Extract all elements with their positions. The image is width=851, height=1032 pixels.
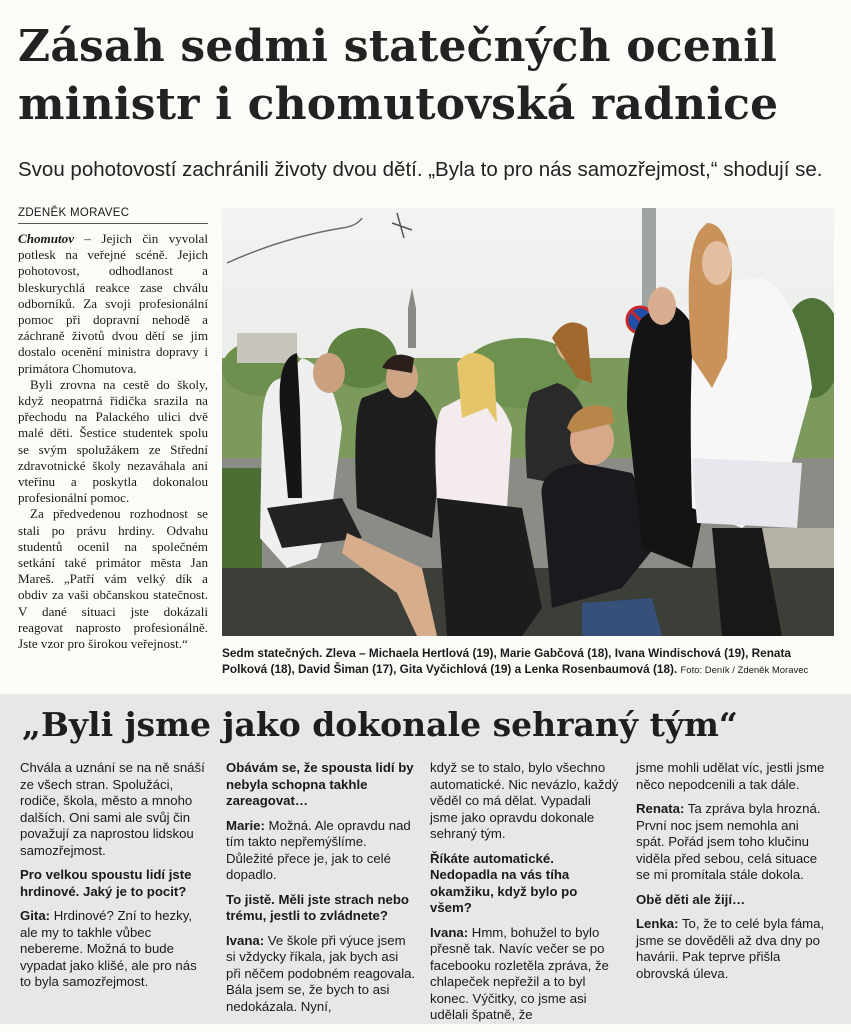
byline: ZDENĚK MORAVEC (18, 207, 208, 224)
interview-text: jsme mohli udělat víc, jestli jsme něco nepodcenili a tak dále. (636, 760, 825, 792)
interview-column-3 (430, 760, 620, 1032)
answer-text: Hrdinové? Zní to hezky, ale my to takhle vůbec nebereme. Možná to bude vypadat jako klišé, ale pro nás to byla samozřejmost. (20, 908, 197, 989)
caption-text: Sedm statečných. Zleva – Michaela Hertlová (19), Marie Gabčová (18), Ivana Windischová (19), Renata Polková (18), David Šiman (17), Gita Vyčichlová (19) a Lenka Rosenbaumová (18). (222, 646, 791, 676)
interview-answer (636, 801, 826, 884)
interview-answer (226, 933, 416, 1016)
lead-paragraph-2: Byli zrovna na cestě do školy, když neopatrná řidička srazila na přechodu na Palackého ulici dvě malé děti. Šestice studentek spolu se svým spolužákem ze Střední zdravotnické školy nezaváhala ani vteřinu a poskytla dokonalou profesionální pomoc. (18, 376, 208, 506)
speaker-name: Ivana: (226, 932, 265, 948)
lead-article-column (18, 231, 208, 652)
answer-text: Možná. Ale opravdu nad tím takto nepřemýšlíme. Důležité přece je, jak to celé dopadlo. (226, 817, 411, 882)
speaker-name: Marie: (226, 817, 265, 833)
speaker-name: Gita: (20, 908, 51, 923)
speaker-name: Renata: (636, 801, 685, 816)
interview-text: když se to stalo, bylo všechno automatické. Nic nevázlo, každý věděl co má dělat. Vypadali jsme jako opravdu dokonale sehraný tým. (430, 760, 619, 841)
interview-headline: „Byli jsme jako dokonale sehraný tým“ (22, 705, 738, 744)
interview-question: Obě děti ale žijí… (636, 891, 746, 907)
interview-question: Obávám se, že spousta lidí by nebyla schopna takhle zareagovat… (226, 760, 414, 808)
photo-credit: Foto: Deník / Zdeněk Moravec (680, 665, 809, 676)
lead-paragraph-1-text: – Jejich čin vyvolal potlesk na veřejné scéně. Jejich pohotovost, odhodlanost a bleskurychlá reakce zase chválu odborníků. Za svoji profesionální pomoc při dopravní nehodě a záchraně životů dvou dětí se jim dostalo ocenění ministra dopravy i primátora Chomutova. (18, 231, 208, 376)
subheadline: Svou pohotovostí zachránili životy dvou dětí. „Byla to pro nás samozřejmost,“ shodují se. (18, 158, 823, 181)
interview-answer (226, 818, 416, 884)
interview-answer (20, 908, 210, 991)
headline: Zásah sedmi statečných ocenil ministr i chomutovská radnice (18, 21, 779, 130)
photo-caption (222, 645, 834, 679)
speaker-name: Ivana: (430, 924, 469, 940)
answer-text: Ta zpráva byla hrozná. První noc jsem nemohla ani spát. Pořád jsem toho klučinu viděla před sebou, celá situace se mi promítala stále dokola. (636, 801, 821, 882)
interview-column-2 (226, 760, 416, 1023)
interview-question: Říkáte automatické. Nedopadla na vás tíha okamžiku, když bylo po všem? (430, 850, 578, 915)
group-photo (222, 208, 834, 636)
answer-text: Hmm, bohužel to bylo přesně tak. Navíc večer se po facebooku rozletěla zpráva, že chlapeček nepřežil a to byl konec. Výčitky, co jsme asi udělali špatně, že (430, 924, 609, 1022)
interview-column-4 (636, 760, 826, 990)
lead-paragraph-3: Za předvedenou rozhodnost se stali po právu hrdiny. Odvahu studentů ocenil na společném setkání také primátor města Jan Mareš. „Patří vám velký dík a obdiv za vaši občanskou statečnost. V dané situaci jste dokázali reagovat naprosto profesionálně. Jste vzor pro širokou veřejnost.“ (18, 506, 208, 652)
dateline: Chomutov (18, 231, 75, 246)
photo-illustration (222, 208, 834, 636)
interview-answer (430, 925, 620, 1024)
interview-question: To jistě. Měli jste strach nebo trému, jestli to zvládnete? (226, 891, 409, 923)
answer-text: Ve škole při výuce jsem si vždycky říkala, jak bych asi při něčem podobném reagovala. Bála jsem se, že bych to asi nedokázala. Nyní, (226, 932, 416, 1014)
interview-question: Pro velkou spoustu lidí jste hrdinové. Jaký je to pocit? (20, 867, 192, 899)
interview-column-1 (20, 760, 210, 999)
speaker-name: Lenka: (636, 916, 679, 931)
answer-text: To, že to celé byla fáma, jsme se dověděli až dva dny po havárii. Pak teprve přišla obrovská úleva. (636, 916, 825, 981)
interview-answer (636, 916, 826, 982)
interview-intro: Chvála a uznání se na ně snáší ze všech stran. Spolužáci, rodiče, škola, město a mnoho dalších. Oni sami ale svůj čin považují za naprostou lidskou samozřejmost. (20, 760, 205, 858)
lead-paragraph-1 (18, 231, 208, 377)
